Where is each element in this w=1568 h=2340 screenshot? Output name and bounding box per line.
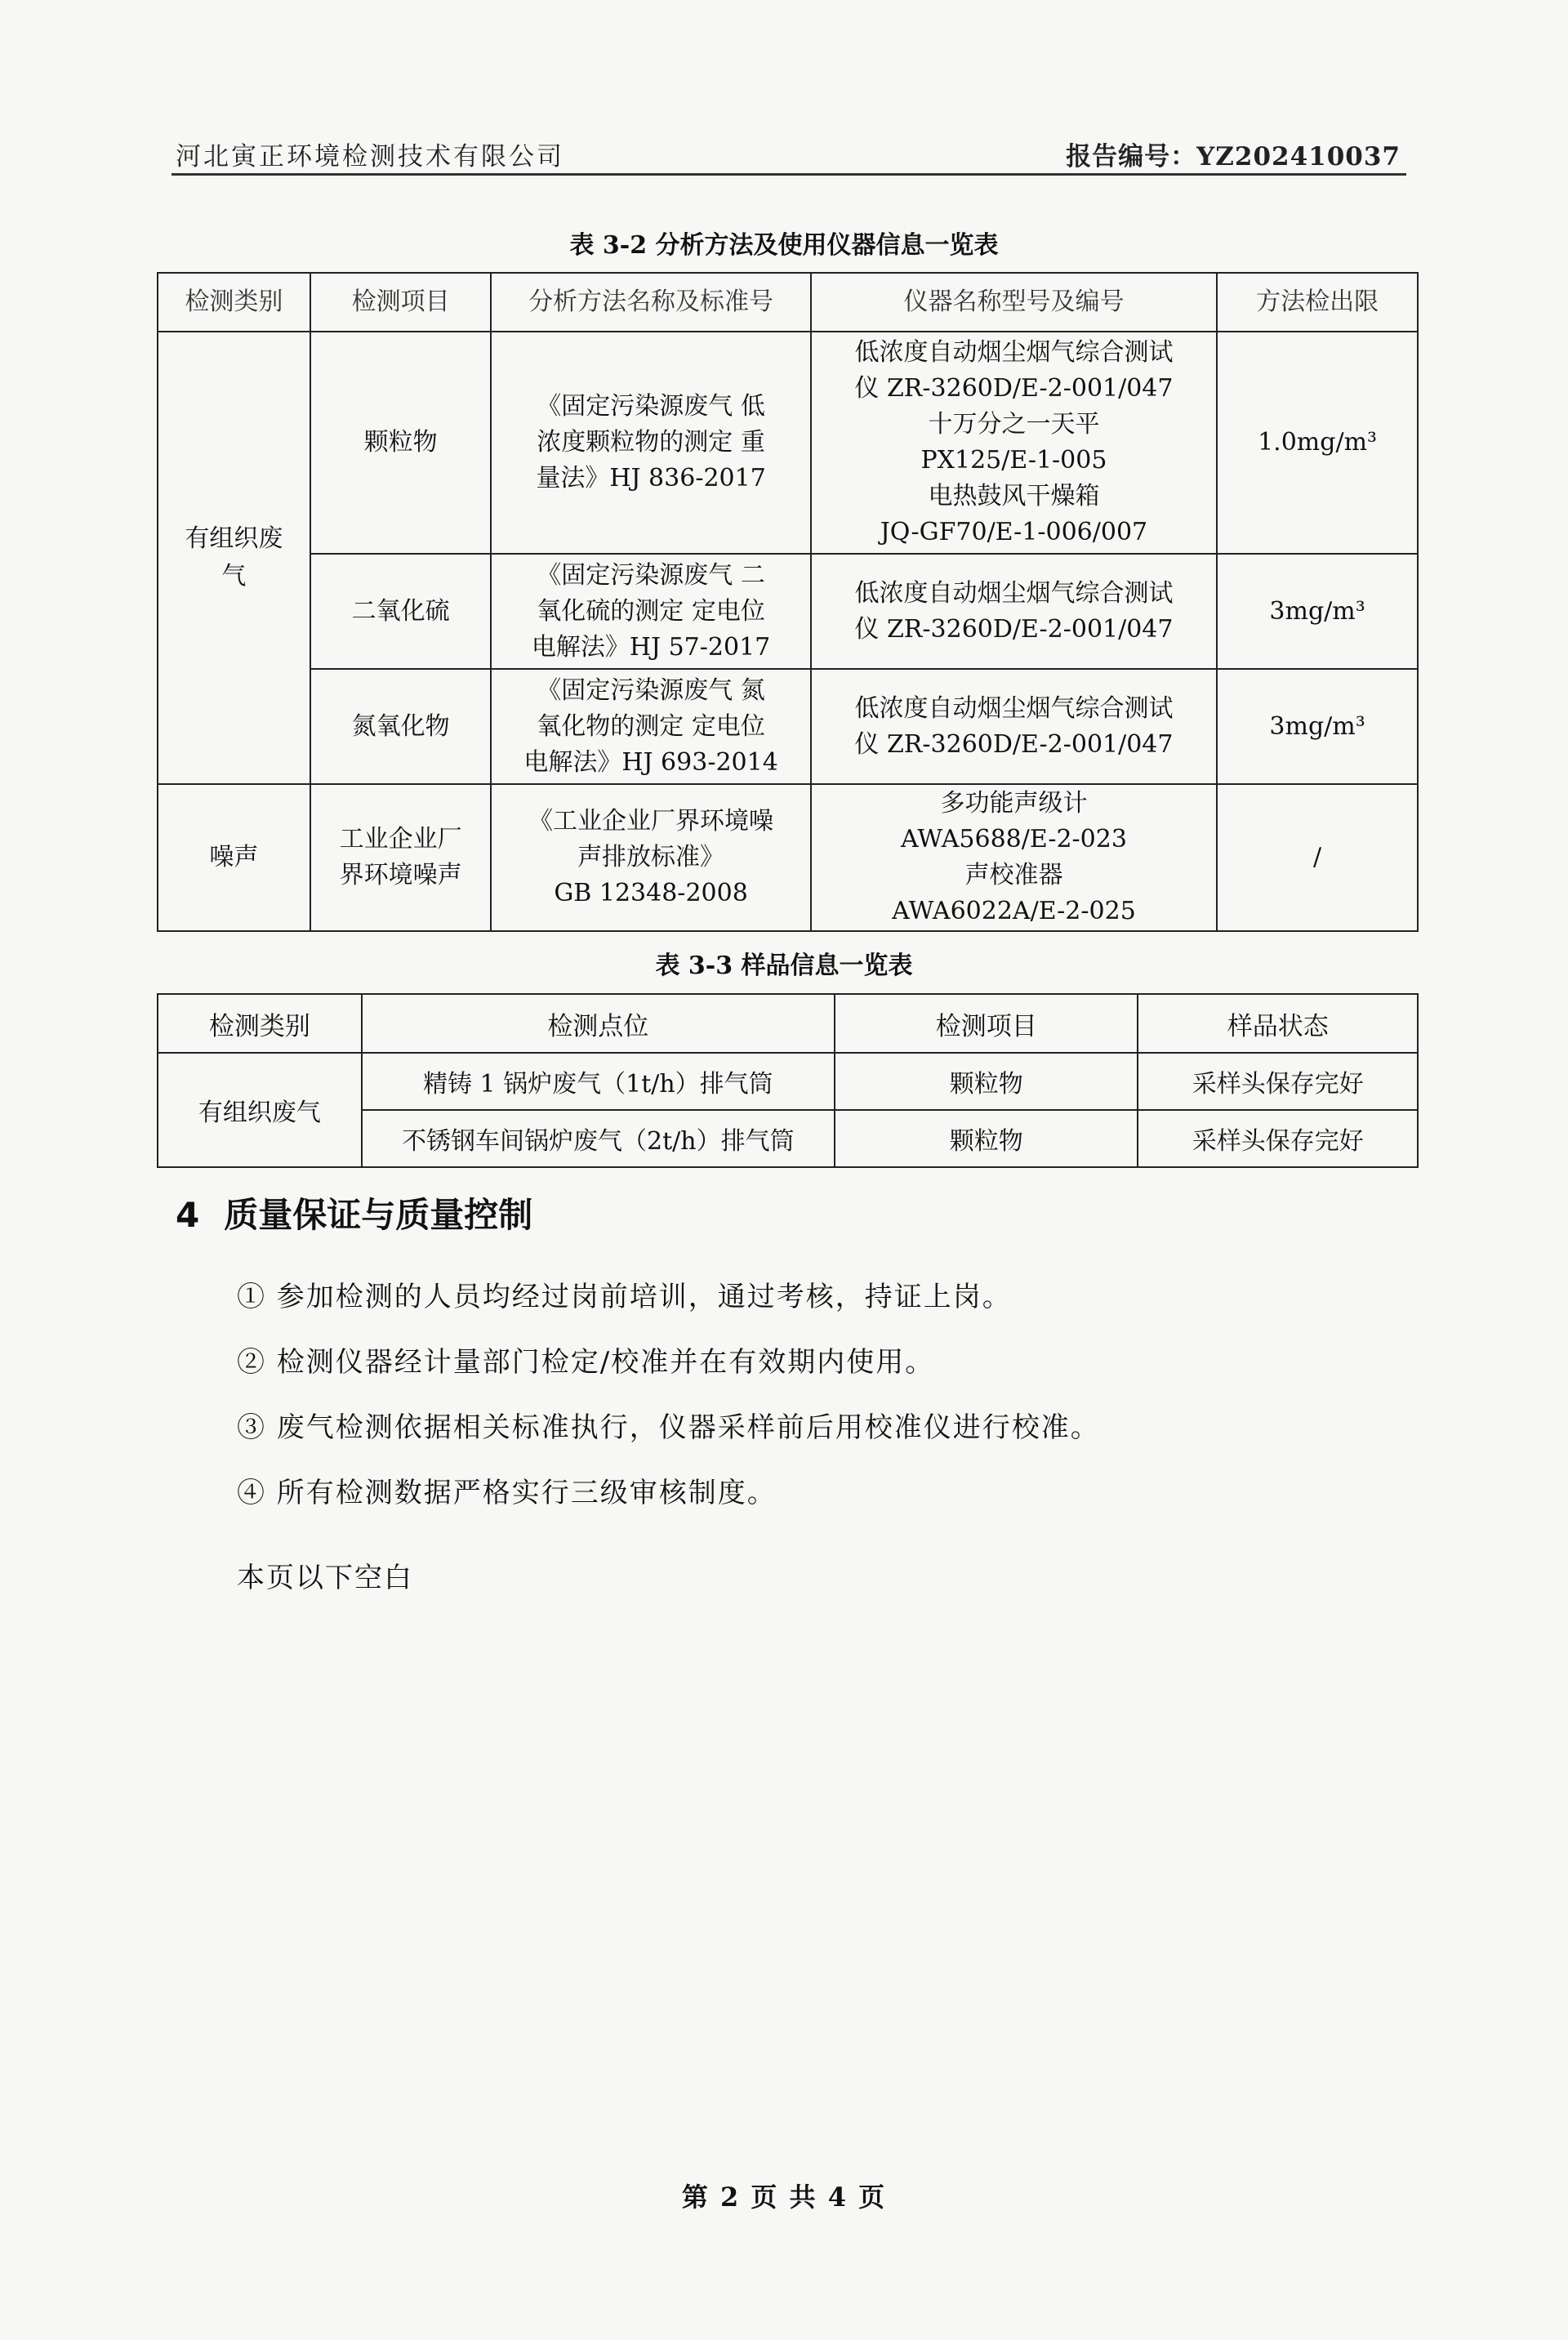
header-cell: 检测项目 xyxy=(835,994,1138,1053)
instrument-cell: 低浓度自动烟尘烟气综合测试 仪 ZR-3260D/E-2-001/047 十万分之一天平 PX125/E-1-005 电热鼓风干燥箱 JQ-GF70/E-1-006/007 xyxy=(811,332,1217,554)
blank-page-note: 本页以下空白 xyxy=(237,1562,413,1594)
section-title-text: 质量保证与质量控制 xyxy=(224,1195,533,1235)
category-cell: 有组织废气 xyxy=(158,1053,362,1167)
qa-item: ④ 所有检测数据严格实行三级审核制度。 xyxy=(237,1477,777,1509)
header-rule xyxy=(172,173,1406,176)
method-cell: 《工业企业厂界环境噪 声排放标准》 GB 12348-2008 xyxy=(491,784,810,931)
item-cell: 工业企业厂 界环境噪声 xyxy=(310,784,492,931)
limit-cell: / xyxy=(1217,784,1418,931)
limit-cell: 3mg/m³ xyxy=(1217,554,1418,669)
item-cell: 颗粒物 xyxy=(310,332,492,554)
table-row xyxy=(158,554,1418,669)
section-number: 4 xyxy=(176,1195,200,1235)
header-cell: 检测项目 xyxy=(310,273,492,332)
section-4-title xyxy=(176,1188,532,1237)
header-cell: 方法检出限 xyxy=(1217,273,1418,332)
header-cell: 检测类别 xyxy=(158,994,362,1053)
item-cell: 颗粒物 xyxy=(835,1110,1138,1167)
instrument-cell: 多功能声级计 AWA5688/E-2-023 声校准器 AWA6022A/E-2-025 xyxy=(811,784,1217,931)
instrument-cell: 低浓度自动烟尘烟气综合测试 仪 ZR-3260D/E-2-001/047 xyxy=(811,554,1217,669)
header-cell: 仪器名称型号及编号 xyxy=(811,273,1217,332)
analysis-method-table xyxy=(157,272,1419,932)
page-number: 第 2 页 共 4 页 xyxy=(681,2182,887,2213)
limit-cell: 1.0mg/m³ xyxy=(1217,332,1418,554)
table-row xyxy=(158,784,1418,931)
category-cell: 噪声 xyxy=(158,784,310,931)
limit-cell: 3mg/m³ xyxy=(1217,669,1418,784)
item-cell: 氮氧化物 xyxy=(310,669,492,784)
table-3-3-caption: 表 3-3 样品信息一览表 xyxy=(655,952,913,980)
header-cell: 分析方法名称及标准号 xyxy=(491,273,810,332)
table-header-row xyxy=(158,994,1418,1053)
item-cell: 二氧化硫 xyxy=(310,554,492,669)
instrument-cell: 低浓度自动烟尘烟气综合测试 仪 ZR-3260D/E-2-001/047 xyxy=(811,669,1217,784)
point-cell: 精铸 1 锅炉废气（1t/h）排气筒 xyxy=(362,1053,835,1110)
method-cell: 《固定污染源废气 二 氧化硫的测定 定电位 电解法》HJ 57-2017 xyxy=(491,554,810,669)
state-cell: 采样头保存完好 xyxy=(1138,1053,1418,1110)
header-cell: 样品状态 xyxy=(1138,994,1418,1053)
qa-item: ② 检测仪器经计量部门检定/校准并在有效期内使用。 xyxy=(237,1346,935,1379)
report-number: 报告编号：YZ202410037 xyxy=(1066,142,1401,172)
method-cell: 《固定污染源废气 氮 氧化物的测定 定电位 电解法》HJ 693-2014 xyxy=(491,669,810,784)
qa-item: ③ 废气检测依据相关标准执行，仪器采样前后用校准仪进行校准。 xyxy=(237,1411,1100,1444)
company-name: 河北寅正环境检测技术有限公司 xyxy=(176,142,564,172)
table-row xyxy=(158,669,1418,784)
table-row xyxy=(158,1053,1418,1110)
table-row xyxy=(158,332,1418,554)
method-cell: 《固定污染源废气 低 浓度颗粒物的测定 重 量法》HJ 836-2017 xyxy=(491,332,810,554)
header-cell: 检测类别 xyxy=(158,273,310,332)
item-cell: 颗粒物 xyxy=(835,1053,1138,1110)
state-cell: 采样头保存完好 xyxy=(1138,1110,1418,1167)
sample-info-table xyxy=(157,993,1419,1168)
category-cell: 有组织废气 xyxy=(158,332,310,784)
qa-item: ① 参加检测的人员均经过岗前培训，通过考核，持证上岗。 xyxy=(237,1281,1012,1313)
table-header-row xyxy=(158,273,1418,332)
point-cell: 不锈钢车间锅炉废气（2t/h）排气筒 xyxy=(362,1110,835,1167)
table-3-2-caption: 表 3-2 分析方法及使用仪器信息一览表 xyxy=(569,231,999,260)
header-cell: 检测点位 xyxy=(362,994,835,1053)
